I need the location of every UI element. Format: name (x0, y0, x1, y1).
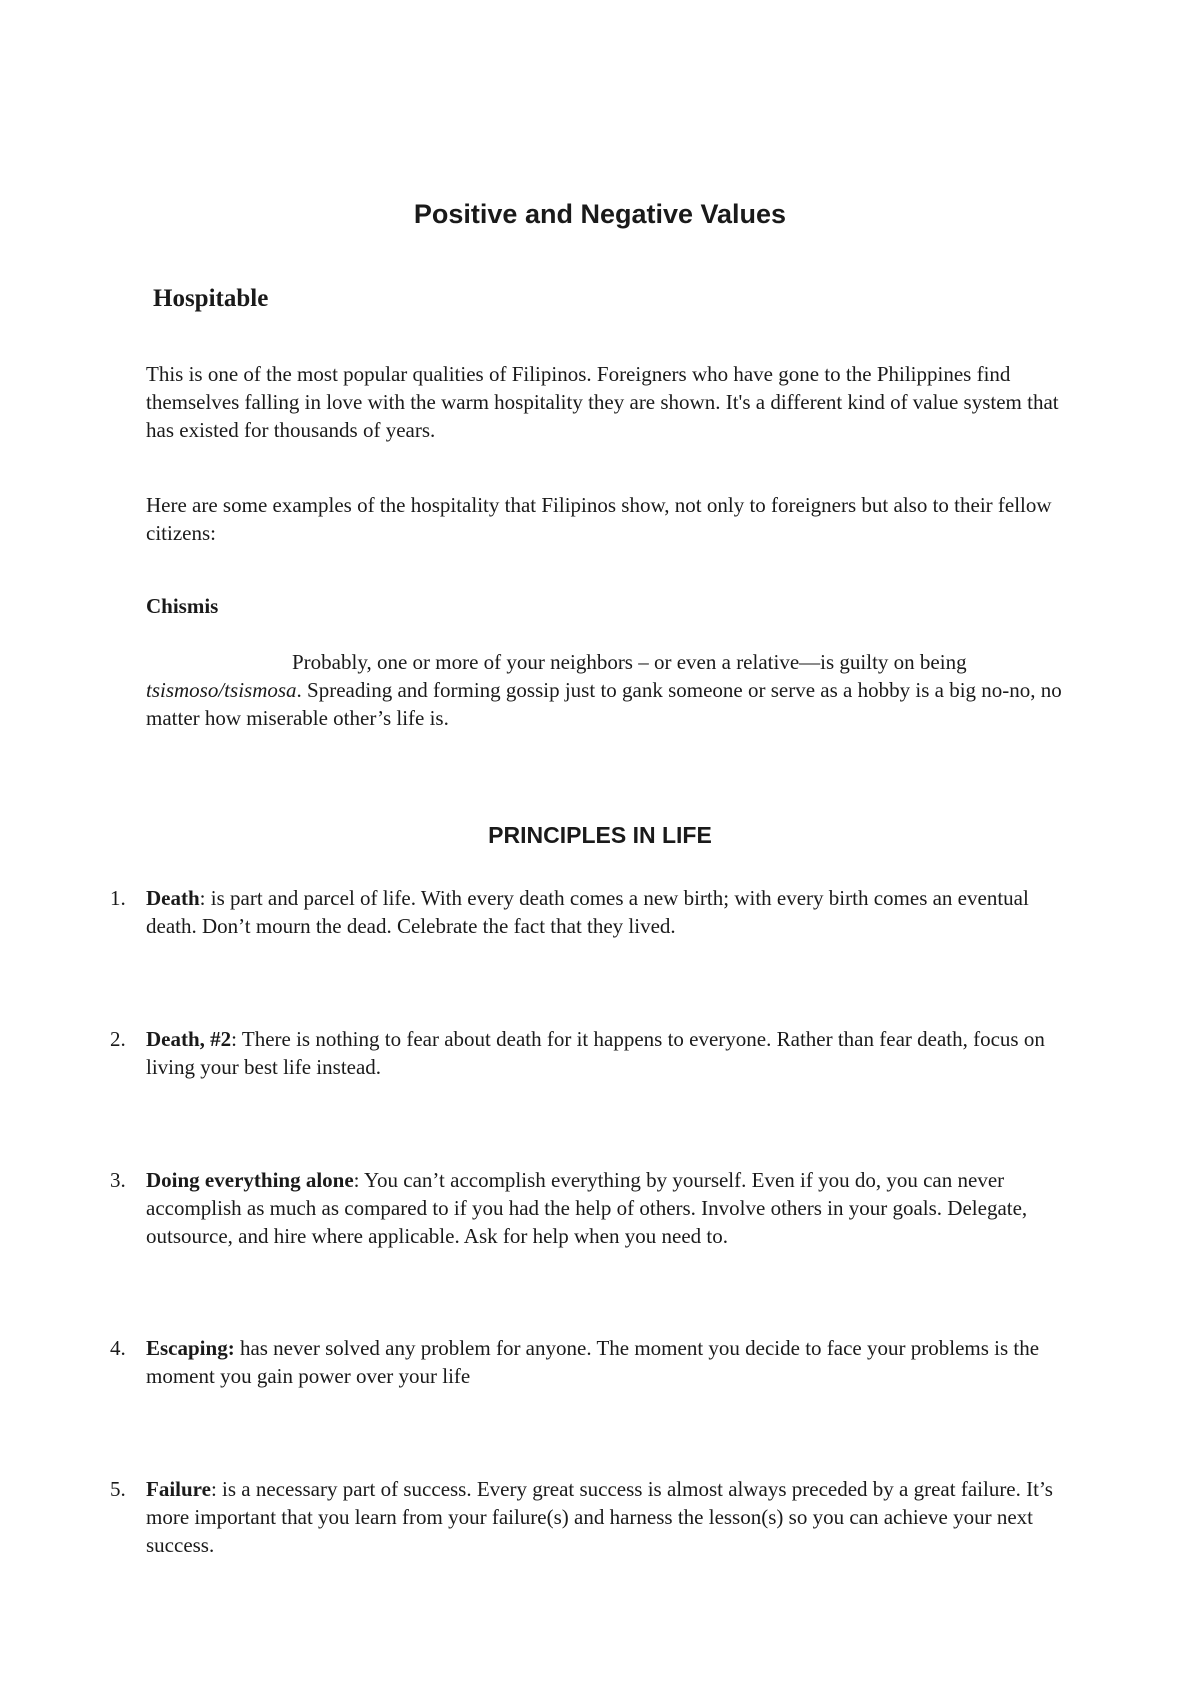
principle-text: : There is nothing to fear about death for it happens to everyone. Rather than fear death, focus on living your best life instead. (146, 1027, 1045, 1079)
principle-text: has never solved any problem for anyone. The moment you decide to face your problems is the moment you gain power over your life (146, 1336, 1040, 1388)
principle-number: 2. (110, 1027, 126, 1051)
paragraph-chismis-text-start: Probably, one or more of your neighbors – or even a relative—is guilty on being (292, 650, 967, 674)
principle-term: Death, #2 (146, 1027, 232, 1051)
principle-item (110, 1025, 1070, 1081)
principle-term: Death (146, 886, 200, 910)
principle-number: 3. (110, 1168, 126, 1192)
principle-body (146, 884, 1070, 940)
principle-term: Doing everything alone (146, 1168, 354, 1192)
principle-number: 1. (110, 886, 126, 910)
principle-item (110, 1475, 1070, 1559)
paragraph-chismis (146, 648, 1066, 732)
paragraph-chismis-emphasis: tsismoso/tsismosa (146, 678, 297, 702)
principle-text: : You can’t accomplish everything by yourself. Even if you do, you can never accomplish as much as compared to if you had the help of others. Involve others in your goals. Delegate, outsource, and hire where applicable. Ask for help when you need to. (146, 1168, 1028, 1248)
principle-item (110, 1334, 1070, 1390)
principle-number: 5. (110, 1477, 126, 1501)
principle-number: 4. (110, 1336, 126, 1360)
paragraph-hospitality-intro: This is one of the most popular qualities of Filipinos. Foreigners who have gone to the Philippines find themselves falling in love with the warm hospitality they are shown. It's a different kind of value system that has existed for thousands of years. (146, 362, 1059, 442)
principle-body (146, 1475, 1070, 1559)
principle-item (110, 1166, 1070, 1250)
sub-heading-chismis: Chismis (146, 594, 219, 618)
principle-body (146, 1025, 1070, 1081)
principle-term: Failure (146, 1477, 211, 1501)
principle-term: Escaping: (146, 1336, 235, 1360)
section-heading-hospitable: Hospitable (153, 285, 269, 312)
paragraph-hospitality-examples: Here are some examples of the hospitality that Filipinos show, not only to foreigners but also to their fellow citizens: (146, 493, 1052, 545)
principle-body (146, 1166, 1070, 1250)
principle-item (110, 884, 1070, 940)
principle-body (146, 1334, 1070, 1390)
paragraph-chismis-text-end: . Spreading and forming gossip just to gank someone or serve as a hobby is a big no-no, no matter how miserable other’s life is. (146, 678, 1062, 730)
principle-text: : is part and parcel of life. With every death comes a new birth; with every birth comes an eventual death. Don’t mourn the dead. Celebrate the fact that they lived. (146, 886, 1029, 938)
document-title: Positive and Negative Values (413, 199, 787, 229)
principles-title: PRINCIPLES IN LIFE (488, 822, 712, 848)
principle-text: : is a necessary part of success. Every great success is almost always preceded by a great failure. It’s more important that you learn from your failure(s) and harness the lesson(s) so you can achieve your next success. (146, 1477, 1053, 1557)
